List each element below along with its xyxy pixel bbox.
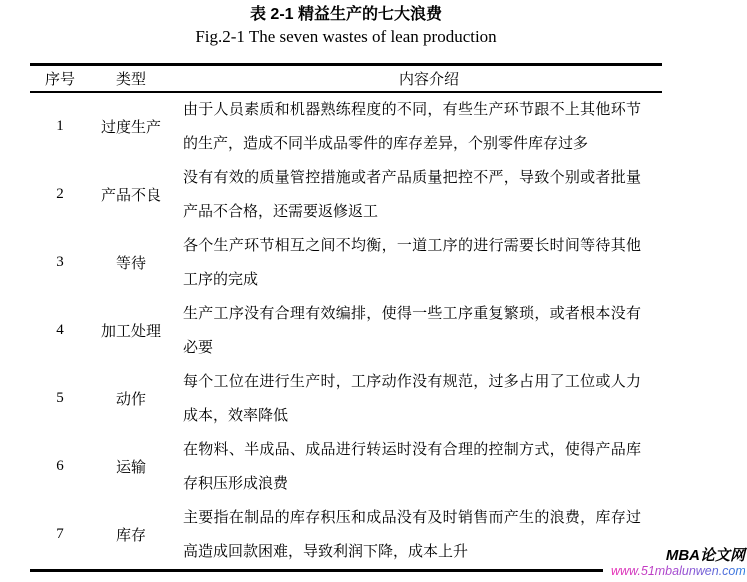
waste-description: 生产工序没有合理有效编排，使得一些工序重复繁琐，或者根本没有必要 — [183, 305, 641, 356]
table-row — [30, 501, 662, 571]
waste-type: 运输 — [115, 460, 146, 476]
table-caption-en: Fig.2-1 The seven wastes of lean production — [195, 27, 497, 46]
row-number: 4 — [56, 322, 64, 338]
header-cell-no: 序号 — [30, 65, 90, 92]
row-number: 7 — [56, 526, 64, 542]
waste-description: 主要指在制品的库存积压和成品没有及时销售而产生的浪费，库存过高造成回款困难，导致利润下降，成本上升 — [183, 509, 641, 560]
row-number: 6 — [56, 458, 64, 474]
waste-type: 动作 — [115, 392, 146, 408]
waste-type: 加工处理 — [100, 324, 161, 340]
waste-description: 没有有效的质量管控措施或者产品质量把控不严，导致个别或者批量产品不合格，还需要返修返工 — [183, 169, 641, 220]
waste-description: 各个生产环节相互之间不均衡，一道工序的进行需要长时间等待其他工序的完成 — [183, 237, 641, 288]
waste-type: 库存 — [115, 528, 146, 544]
row-number: 1 — [56, 118, 64, 134]
seven-wastes-table — [30, 63, 662, 572]
table-header-row — [30, 65, 662, 92]
row-number: 3 — [56, 254, 64, 270]
table-row — [30, 433, 662, 501]
table-row — [30, 365, 662, 433]
row-number: 2 — [56, 186, 64, 202]
header-cell-type: 类型 — [90, 65, 172, 92]
waste-description: 在物料、半成品、成品进行转运时没有合理的控制方式，使得产品库存积压形成浪费 — [183, 441, 641, 492]
table-row — [30, 92, 662, 161]
waste-type: 等待 — [115, 256, 146, 272]
watermark-site-url: www.51mbalunwen.com — [611, 564, 746, 578]
waste-description: 每个工位在进行生产时，工序动作没有规范，过多占用了工位或人力成本，效率降低 — [183, 373, 641, 424]
table-row — [30, 297, 662, 365]
row-number: 5 — [56, 390, 64, 406]
watermark-site-name: MBA论文网 — [665, 547, 745, 564]
waste-type: 产品不良 — [100, 188, 161, 204]
table-captions — [30, 0, 662, 47]
table-caption-zh: 表 2-1 精益生产的七大浪费 — [249, 6, 443, 23]
header-cell-desc: 内容介绍 — [172, 65, 662, 92]
waste-description: 由于人员素质和机器熟练程度的不同，有些生产环节跟不上其他环节的生产，造成不同半成品零件的库存差异，个别零件库存过多 — [183, 101, 641, 152]
table-row — [30, 229, 662, 297]
waste-type: 过度生产 — [100, 120, 161, 136]
watermark — [603, 544, 747, 581]
table-row — [30, 161, 662, 229]
